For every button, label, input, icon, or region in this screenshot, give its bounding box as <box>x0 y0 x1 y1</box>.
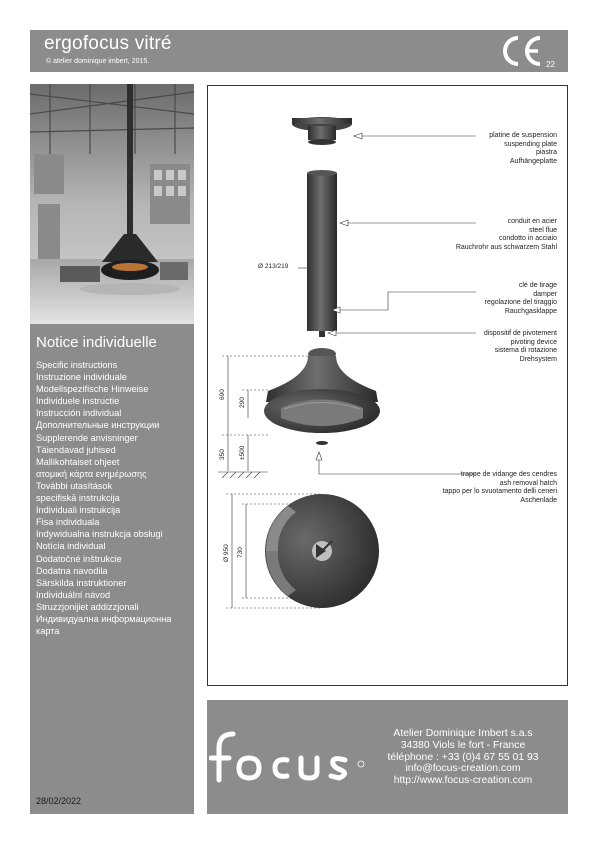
focus-logo <box>209 718 369 788</box>
suspending-plate <box>292 117 352 145</box>
list-item: Instrucción individual <box>36 408 122 419</box>
list-item: Notícia individual <box>36 541 106 552</box>
showroom-photo <box>30 84 194 324</box>
company-info <box>368 728 558 787</box>
list-item: Individuele instructie <box>36 396 120 407</box>
footer-panel <box>207 700 568 814</box>
label-damper: clé de tirage damper regolazione del tiraggio Rauchgasklappe <box>484 282 557 315</box>
list-item: Mallikohtaiset ohjeet <box>36 456 120 467</box>
list-item: Instruzione individuale <box>36 372 127 383</box>
label-suspending-plate: platine de suspension suspending plate piastra Aufhängeplatte <box>489 132 557 165</box>
top-view <box>265 494 379 608</box>
company-address: 34380 Viols le fort - France <box>400 739 526 751</box>
dim-opening-height: 290 <box>239 397 246 408</box>
list-item: Dodatočné inštrukcie <box>36 553 122 564</box>
label-ash-hatch: trappe de vidange des cendres ash removal hatch tappo per lo svuotamento delli ceneri Aschenlade <box>442 471 557 504</box>
list-item: specifiskā instrukcija <box>36 493 120 504</box>
dim-clearance-min: ±500 <box>239 445 246 460</box>
list-item: Individuální návod <box>36 589 111 600</box>
list-item: Individuali instrukcija <box>36 505 121 516</box>
instruction-language-list <box>36 359 171 637</box>
document-date: 28/02/2022 <box>36 796 82 806</box>
list-item: Särskilda instruktioner <box>36 577 127 588</box>
dim-diameter-total: Ø 950 <box>223 544 230 562</box>
list-item: Indywidualna instrukcja obsługi <box>36 529 163 540</box>
list-item: További utasítások <box>36 480 113 491</box>
list-item: Supplerende anvisninger <box>36 432 138 443</box>
ce-mark-icon <box>500 34 546 68</box>
company-phone: téléphone : +33 (0)4 67 55 01 93 <box>387 751 539 763</box>
notice-heading: Notice individuelle <box>36 334 157 351</box>
company-name: Atelier Dominique Imbert s.a.s <box>393 728 533 739</box>
fireplace-technical-drawing <box>208 86 567 685</box>
sidebar-panel <box>30 84 194 814</box>
dim-diameter-inner: 730 <box>237 547 244 558</box>
list-item: Struzzjonijiet addizzjonali <box>36 601 139 612</box>
company-email[interactable]: info@focus-creation.com <box>405 763 521 775</box>
label-steel-flue: conduit en acier steel flue condotto in acciaio Rauchrohr aus schwarzem Stahl <box>455 218 557 251</box>
header-bar <box>30 30 568 72</box>
list-item: Täiendavad juhised <box>36 444 116 455</box>
list-item: Fisa individuala <box>36 517 100 528</box>
list-item: Specific instructions <box>36 360 118 370</box>
dim-flue-diameter: Ø 213/219 <box>258 263 289 270</box>
dim-floor-clearance: 350 <box>219 449 226 460</box>
list-item: Индивидуална информационна <box>36 613 172 624</box>
dim-hood-height: 690 <box>219 389 226 400</box>
list-item: Дополнительные инструкции <box>36 420 160 431</box>
product-title: ergofocus vitré <box>44 33 172 54</box>
technical-drawing-frame <box>207 85 568 686</box>
label-pivoting-device: dispositif de pivotement pivoting device sistema di rotazione Drehsystem <box>483 330 557 363</box>
page-number: 22 <box>546 60 555 69</box>
list-item: Dodatna navodila <box>36 565 108 576</box>
company-website[interactable]: http://www.focus-creation.com <box>393 775 533 787</box>
steel-flue <box>307 170 337 337</box>
fireplace-hood <box>264 348 380 445</box>
list-item: Modellspezifische Hinweise <box>36 384 149 395</box>
copyright-text: © atelier dominique imbert, 2015. <box>46 58 150 65</box>
list-item: карта <box>36 626 60 637</box>
list-item: ατομική κάρτα ενημέρωσης <box>36 468 147 479</box>
